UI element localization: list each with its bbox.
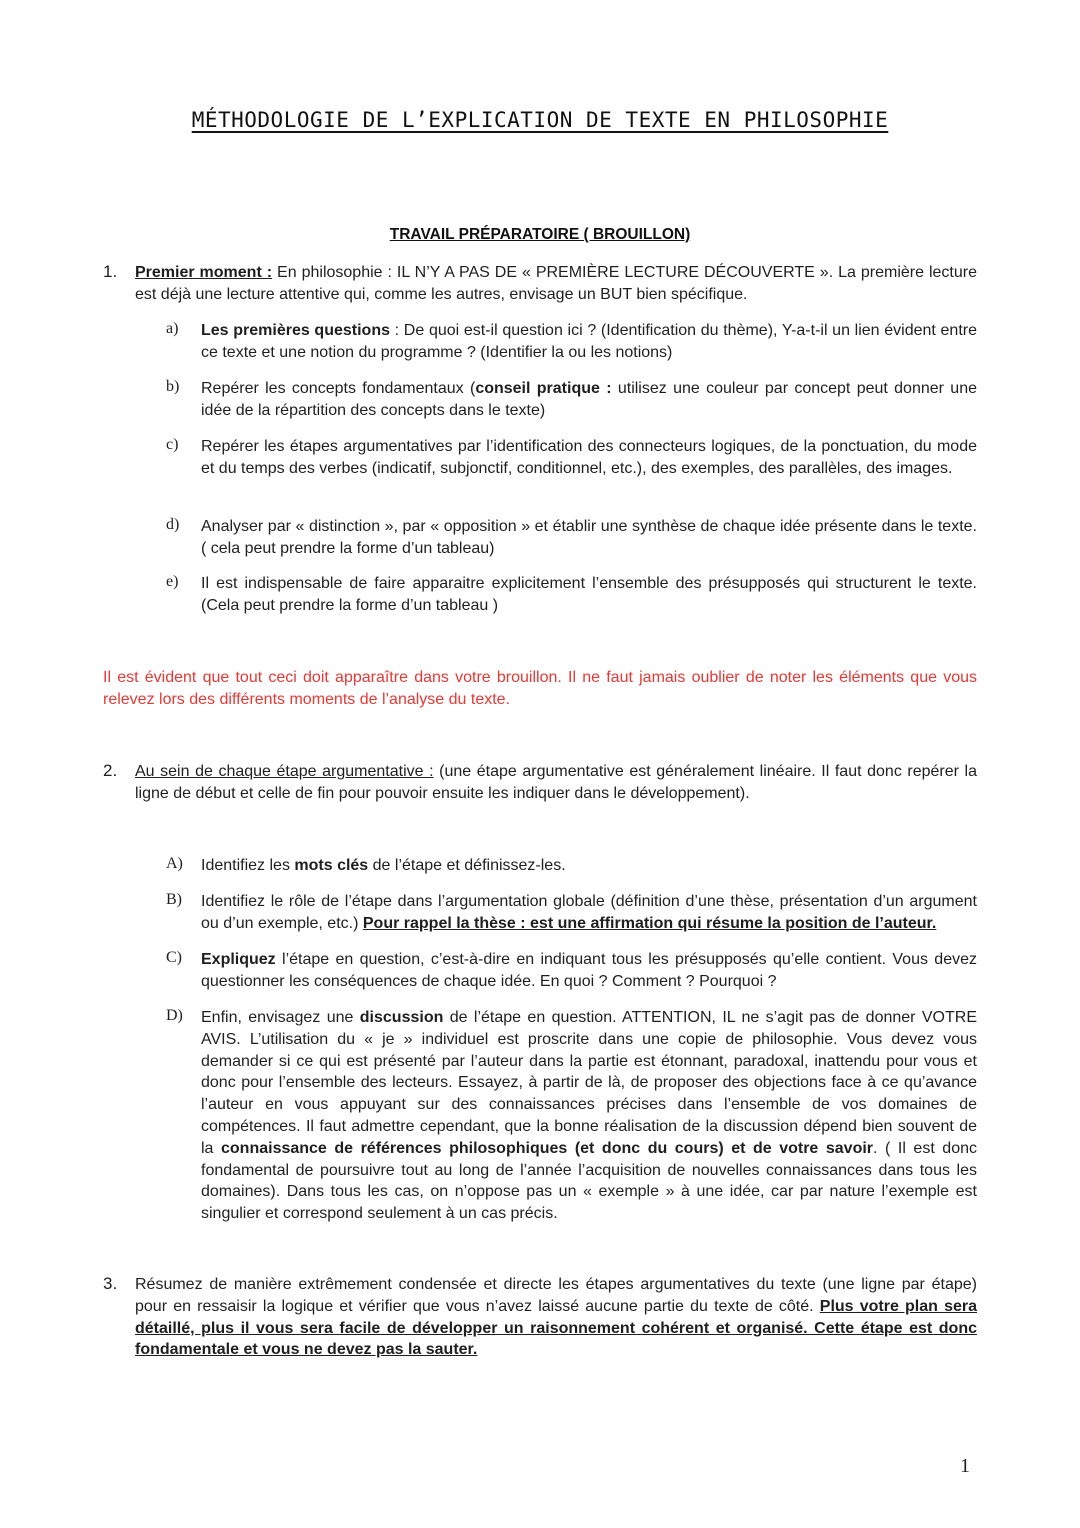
item-1a-letter: a)	[166, 320, 179, 337]
item-1c-paragraph: Repérer les étapes argumentatives par l’identification des connecteurs logiques, de la ponctuation, du mode et du temps des verbes (indicatif, subjonctif, conditionnel, etc.), des exemples, des parallèles, des images.	[201, 438, 977, 477]
item-2C-bold: Expliquez	[201, 951, 276, 968]
item-2B-letter: B)	[166, 891, 182, 908]
item-2C-text: l’étape en question, c’est-à-dire en indiquant tous les présupposés qu’elle contient. Vous devez questionner les conséquences de chaque idée. En quoi ? Comment ? Pourquoi ?	[201, 951, 977, 990]
item-1-heading: Premier moment :	[135, 264, 273, 281]
item-1b-bold: conseil pratique :	[475, 380, 612, 397]
item-2D-letter: D)	[166, 1007, 183, 1024]
item-1c-letter: c)	[166, 436, 179, 453]
item-1b-pre: Repérer les concepts fondamentaux (	[201, 380, 476, 397]
item-1a-text: : De quoi est-il question ici ? (Identification du thème), Y-a-t-il un lien évident entre ce texte et une notion du programme ? (Identifier la ou les notions)	[201, 322, 978, 361]
item-1-paragraph	[135, 262, 977, 306]
item-3-emphasis: Plus votre plan sera détaillé, plus il vous sera facile de développer un raisonnement cohérent et organisé. Cette étape est donc fondamentale et vous ne devez pas la sauter.	[135, 1297, 977, 1359]
item-2A-bold: mots clés	[294, 857, 369, 874]
item-1b-paragraph	[201, 378, 977, 422]
document-title: MÉTHODOLOGIE DE L’EXPLICATION DE TEXTE EN PHILOSOPHIE	[191, 108, 889, 132]
section-title: TRAVAIL PRÉPARATOIRE ( BROUILLON)	[389, 226, 691, 243]
item-2B-text: Identifiez le rôle de l’étape dans l’argumentation globale (définition d’une thèse, présentation d’un argument ou d’un exemple, etc.)	[201, 893, 977, 932]
item-2-text: (une étape argumentative est généralement linéaire. Il faut donc repérer la ligne de début et celle de fin pour pouvoir ensuite les indiquer dans le développement).	[135, 763, 978, 802]
red-note: Il est évident que tout ceci doit apparaître dans votre brouillon. Il ne faut jamais oublier de noter les éléments que vous relevez lors des différents moments de l’analyse du texte.	[103, 669, 977, 708]
item-2A-pre: Identifiez les	[201, 857, 295, 874]
item-2D-bold: discussion	[359, 1009, 444, 1026]
item-2A-paragraph	[201, 855, 977, 877]
item-2D-bold-2: connaissance de références philosophiques (et donc du cours) et de votre savoir	[221, 1139, 874, 1157]
item-1b-text: utilisez une couleur par concept peut donner une idée de la répartition des concepts dans le texte)	[201, 380, 977, 419]
item-3-paragraph	[135, 1274, 977, 1361]
item-1a-bold: Les premières questions	[201, 322, 390, 339]
item-1e-paragraph: Il est indispensable de faire apparaitre explicitement l’ensemble des présupposés qui structurent le texte. (Cela peut prendre la forme d’un tableau )	[201, 575, 977, 614]
item-2-number: 2.	[103, 761, 118, 780]
item-2C-paragraph	[201, 949, 977, 993]
page-number: 1	[960, 1455, 970, 1477]
item-1d-paragraph: Analyser par « distinction », par « opposition » et établir une synthèse de chaque idée présente dans le texte. ( cela peut prendre la forme d’un tableau)	[201, 518, 977, 557]
item-1e-letter: e)	[166, 573, 179, 590]
item-2D-paragraph	[201, 1007, 977, 1225]
item-2-heading: Au sein de chaque étape argumentative :	[135, 763, 434, 780]
item-1-number: 1.	[103, 262, 118, 281]
item-2D-text: de l’étape en question. ATTENTION, IL ne s’agit pas de donner VOTRE AVIS. L’utilisation du « je » individuel est proscrite dans une copie de philosophie. Vous devez vous demander si ce qui est présenté par l’auteur dans la partie est étonnant, paradoxal, inattendu pour vous et donc pour l’ensemble des lecteurs. Essayez, à partir de là, de proposer des objections face à ce qu’avance l’auteur en vous appuyant sur des connaissances précises dans l’ensemble de vos domaines de compétences. Il faut admettre cependant, que la bonne réalisation de la discussion dépend bien souvent de la	[201, 1009, 977, 1157]
item-2C-letter: C)	[166, 949, 182, 966]
item-1d-letter: d)	[166, 516, 180, 533]
item-2-paragraph	[135, 761, 977, 805]
item-3-number: 3.	[103, 1274, 118, 1293]
item-1b-letter: b)	[166, 378, 180, 395]
item-3-text: Résumez de manière extrêmement condensée et directe les étapes argumentatives du texte (une ligne par étape) pour en ressaisir la logique et vérifier que vous n’avez laissé aucune partie du texte de côté.	[135, 1276, 977, 1315]
item-2A-text: de l’étape et définissez-les.	[368, 857, 566, 874]
item-2B-paragraph	[201, 891, 977, 935]
item-1a-paragraph	[201, 320, 977, 364]
item-2A-letter: A)	[166, 855, 183, 872]
item-2D-pre: Enfin, envisagez une	[201, 1009, 360, 1026]
item-2D-text-2: . ( Il est donc fondamental de poursuivre tout au long de l’année l’acquisition de nouvelles connaissances dans tous les domaines). Dans tous les cas, on n’oppose pas un « exemple » à une idée, car par nature l’exemple est singulier et correspond seulement à un cas précis.	[201, 1139, 977, 1223]
item-2B-thesis-note: Pour rappel la thèse : est une affirmation qui résume la position de l’auteur.	[362, 914, 937, 932]
item-1-text: En philosophie : IL N’Y A PAS DE « PREMIÈRE LECTURE DÉCOUVERTE ». La première lecture est déjà une lecture attentive qui, comme les autres, envisage un BUT bien spécifique.	[135, 264, 978, 303]
